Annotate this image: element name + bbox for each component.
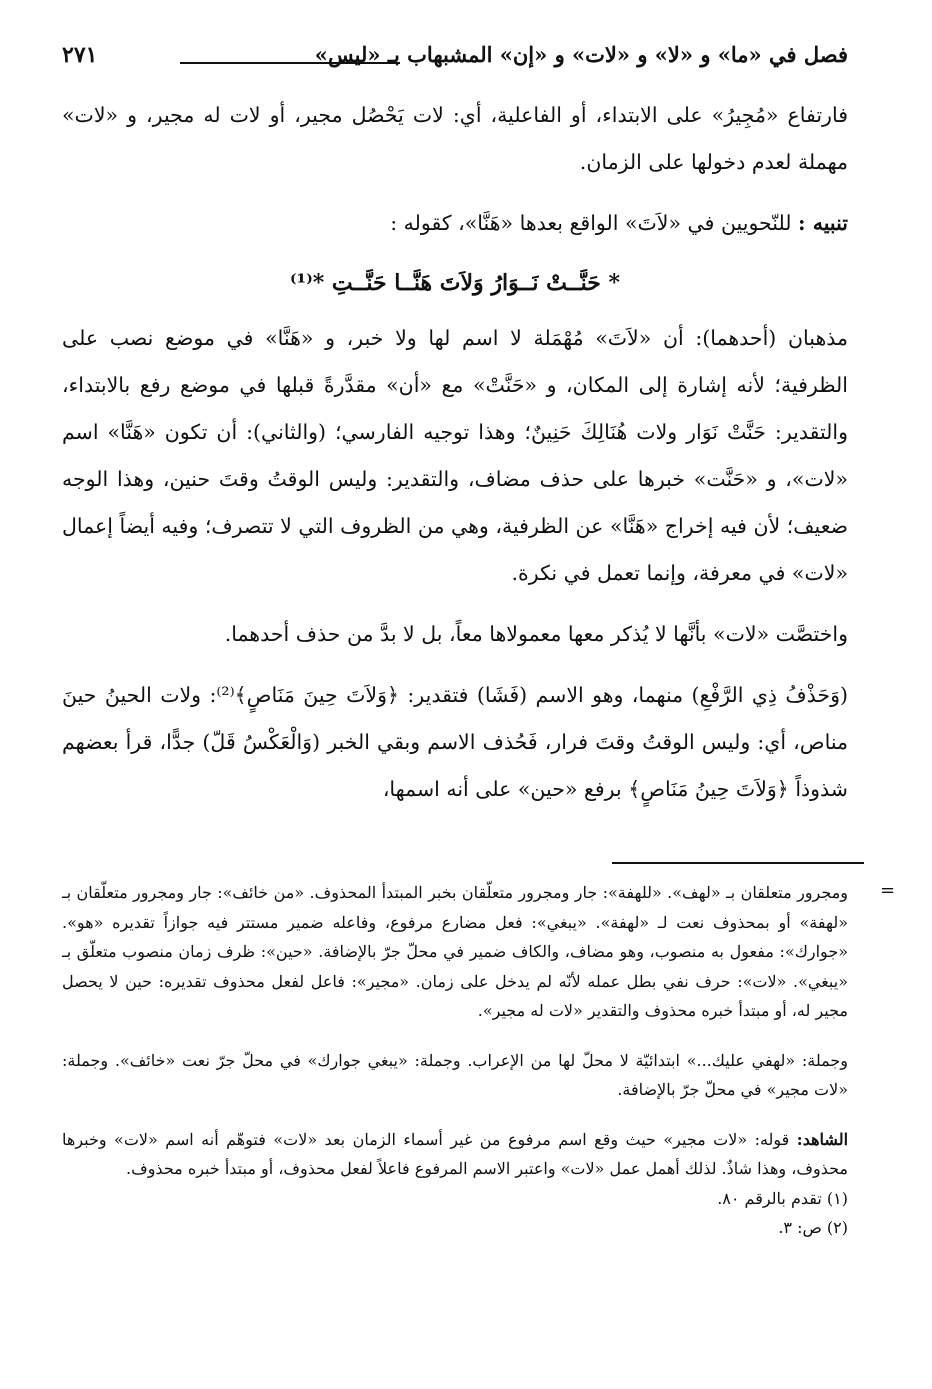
footnote-rule <box>612 862 864 864</box>
paragraph-1: فارتفاع «مُجِيرُ» على الابتداء، أو الفاعلية، أي: لات يَحْصُل مجير، أو لات له مجير، و «لات» مهملة لعدم دخولها على الزمان. <box>62 103 848 174</box>
note-text: للنّحويين في «لاَتَ» الواقع بعدها «هَنَّا»، كقوله : <box>390 211 792 235</box>
footnote-ref-1: (١) تقدم بالرقم ٨٠. <box>717 1188 848 1208</box>
paragraph-note <box>62 200 848 247</box>
paragraph-4: (وَحَذْفُ ذِي الرَّفْعِ) منهما، وهو الاسم (فَشَا) فتقدير: ﴿وَلاَتَ حِينَ مَنَاصٍ﴾⁽²⁾: ولات الحينُ حينَ مناص، أي: وليس الوقتُ وقتَ فرار، فَحُذف الاسم وبقي الخبر (وَالْعَكْسُ قَلّ) جدًّا، قرأ بعضهم شذوذاً ﴿وَلاَتَ حِينُ مَنَاصٍ﴾ برفع «حين» على أنه اسمها، <box>62 683 849 801</box>
paragraph-3: واختصَّت «لات» بأنَّها لا يُذكر معها معمولاها معاً، بل لا بدَّ من حذف أحدهما. <box>224 622 848 646</box>
footnote-evidence <box>62 1125 848 1184</box>
evidence-heading: الشاهد: <box>796 1129 849 1149</box>
paragraph-2: مذهبان (أحدهما): أن «لاَتَ» مُهْمَلة لا اسم لها ولا خبر، و «هَنَّا» في موضع نصب على الظرفية؛ لأنه إشارة إلى المكان، و «حَنَّتْ» مع «أن» مقدَّرةً قبلها في موضع رفع بالابتداء، والتقدير: حَنَّتْ نَوَار ولات هُنَالِكَ حَنِينٌ؛ وهذا توجيه الفارسي؛ (والثاني): أن تكون «هَنَّا» اسم «لات»، و «حَنَّت» خبرها على حذف مضاف، والتقدير: وليس الوقتُ وقتَ حنين، وهذا الوجه ضعيف؛ لأن فيه إخراج «هَنَّا» عن الظرفية، وهي من الظروف التي لا تتصرف؛ وفيه أيضاً إعمال «لات» في معرفة، وإنما تعمل في نكرة. <box>62 326 848 585</box>
note-heading: تنبيه : <box>798 211 848 235</box>
main-text <box>62 92 848 813</box>
footnote-parsing: ومجرور متعلقان بـ «لهف». «للهفة»: جار ومجرور متعلّقان بخبر المبتدأ المحذوف. «من خائف»: جار ومجرور متعلّقان بـ «لهفة» أو بمحذوف نعت لـ «لهفة». «يبغي»: فعل مضارع مرفوع، وفاعله ضمير مستتر فيه جوازاً تقديره «هو». «جوارك»: مفعول به منصوب، وهو مضاف، والكاف ضمير في محلّ جرّ بالإضافة. «حين»: ظرف زمان منصوب متعلّق بـ «يبغي». «لات»: حرف نفي بطل عمله لأنّه لم يدخل على زمان. «مجير»: فاعل لفعل محذوف تقديره: حين لا يحصل مجير له، أو مبتدأ خبره محذوف والتقدير «لات له مجير». <box>62 883 849 1020</box>
page-number: ٢٧١ <box>62 42 98 68</box>
continuation-mark: = <box>880 880 896 901</box>
chapter-title: فصل في «ما» و «لا» و «لات» و «إن» المشبهاب بـ «ليس» <box>314 42 848 67</box>
poetry-verse: * حَنَّــتْ نَــوَارُ وَلاَتَ هَنَّــا حَنَّــتِ *⁽¹⁾ <box>289 270 620 296</box>
header-rule <box>180 62 400 64</box>
running-header <box>62 40 848 74</box>
footnotes <box>62 878 848 1243</box>
evidence-text: قوله: «لات مجير» حيث وقع اسم مرفوع من غير أسماء الزمان بعد «لات» فتوهّم أنه اسم «لات» وخبرها محذوف، وهذا شاذٌ. لذلك أهمل عمل «لات» واعتبر الاسم المرفوع فاعلاً لفعل محذوف، أو مبتدأ خبره محذوف. <box>62 1129 848 1178</box>
footnote-sentences: وجملة: «لهفي عليك...» ابتدائيّة لا محلّ لها من الإعراب. وجملة: «يبغي جوارك» في محلّ جرّ نعت «خائف». وجملة: «لات مجير» في محلّ جرّ بالإضافة. <box>62 1050 848 1099</box>
footnote-ref-2: (٢) ص: ٣. <box>778 1218 848 1237</box>
